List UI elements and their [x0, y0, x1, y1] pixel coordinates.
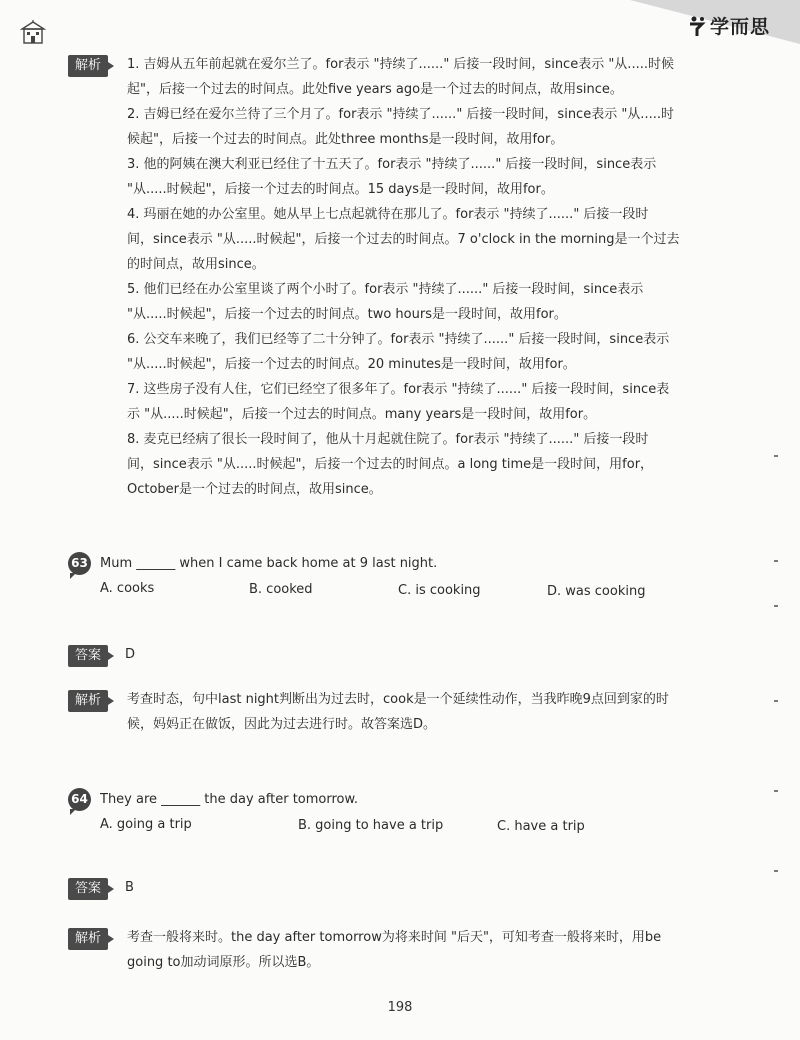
- analysis-line: "从.....时候起"，后接一个过去的时间点。15 days是一段时间，故用for。: [127, 182, 554, 197]
- analysis-line: 示 "从.....时候起"，后接一个过去的时间点。many years是一段时间，故用for。: [127, 407, 597, 422]
- analysis-label: 解析: [68, 928, 108, 950]
- analysis-line: 考查时态，句中last night判断出为过去时，cook是一个延续性动作，当我昨晚9点回到家的时: [127, 692, 669, 707]
- page-number: 198: [387, 1000, 413, 1015]
- edge-mark: [774, 560, 778, 562]
- question-text: Mum ______ when I came back home at 9 last night.: [100, 556, 438, 571]
- edge-mark: [774, 790, 778, 792]
- edge-mark: [774, 870, 778, 872]
- analysis-line: 候，妈妈正在做饭，因此为过去进行时。故答案选D。: [127, 717, 437, 732]
- edge-mark: [774, 700, 778, 702]
- option-b: B. going to have a trip: [298, 818, 444, 833]
- analysis-line: 候起"，后接一个过去的时间点。此处three months是一段时间，故用for。: [127, 132, 564, 147]
- brand-logo: [688, 12, 770, 39]
- analysis-line: 间，since表示 "从.....时候起"，后接一个过去的时间点。a long time是一段时间，用for，: [127, 457, 654, 472]
- option-c: C. is cooking: [398, 583, 481, 598]
- option-d: D. was cooking: [547, 584, 646, 599]
- analysis-line: "从.....时候起"，后接一个过去的时间点。20 minutes是一段时间，故用for。: [127, 357, 576, 372]
- analysis-line: 1. 吉姆从五年前起就在爱尔兰了。for表示 "持续了......" 后接一段时间，since表示 "从.....时候: [127, 57, 674, 72]
- question-analysis-text: [127, 925, 717, 975]
- analysis-label: 解析: [68, 55, 108, 77]
- option-b: B. cooked: [249, 582, 313, 597]
- analysis-line: 的时间点，故用since。: [127, 257, 265, 272]
- analysis-line: 2. 吉姆已经在爱尔兰待了三个月了。for表示 "持续了......" 后接一段时间，since表示 "从.....时: [127, 107, 674, 122]
- question-number-badge: 64: [68, 788, 91, 811]
- analysis-line: 5. 他们已经在办公室里谈了两个小时了。for表示 "持续了......" 后接一段时间，since表示: [127, 282, 644, 297]
- edge-mark: [774, 455, 778, 457]
- analysis-line: 7. 这些房子没有人住，它们已经空了很多年了。for表示 "持续了......" 后接一段时间，since表: [127, 382, 670, 397]
- top-analysis-text: [127, 52, 717, 502]
- edge-mark: [774, 605, 778, 607]
- question-text: They are ______ the day after tomorrow.: [100, 792, 359, 807]
- question-number-badge: 63: [68, 552, 91, 575]
- answer-label: 答案: [68, 645, 108, 667]
- logo-mark-icon: [688, 15, 706, 37]
- analysis-line: 4. 玛丽在她的办公室里。她从早上七点起就待在那儿了。for表示 "持续了......" 后接一段时: [127, 207, 649, 222]
- analysis-line: "从.....时候起"，后接一个过去的时间点。two hours是一段时间，故用for。: [127, 307, 567, 322]
- option-a: A. cooks: [100, 581, 155, 596]
- analysis-line: 起"，后接一个过去的时间点。此处five years ago是一个过去的时间点，故用since。: [127, 82, 623, 97]
- analysis-label: 解析: [68, 690, 108, 712]
- option-c: C. have a trip: [497, 819, 585, 834]
- answer-label: 答案: [68, 878, 108, 900]
- analysis-line: 考查一般将来时。the day after tomorrow为将来时间 "后天"，可知考查一般将来时，用be: [127, 930, 662, 945]
- analysis-line: going to加动词原形。所以选B。: [127, 955, 320, 970]
- question-analysis-text: [127, 687, 717, 737]
- analysis-line: October是一个过去的时间点，故用since。: [127, 482, 382, 497]
- analysis-line: 3. 他的阿姨在澳大利亚已经住了十五天了。for表示 "持续了......" 后接一段时间，since表示: [127, 157, 657, 172]
- logo-text: 学而思: [709, 16, 770, 38]
- analysis-line: 间，since表示 "从.....时候起"，后接一个过去的时间点。7 o'clock in the morning是一个过去: [127, 232, 680, 247]
- option-a: A. going a trip: [100, 817, 192, 832]
- school-building-icon: [20, 20, 46, 46]
- answer-value: B: [125, 880, 134, 895]
- answer-value: D: [125, 647, 136, 662]
- analysis-line: 8. 麦克已经病了很长一段时间了，他从十月起就住院了。for表示 "持续了......" 后接一段时: [127, 432, 649, 447]
- analysis-line: 6. 公交车来晚了，我们已经等了二十分钟了。for表示 "持续了......" 后接一段时间，since表示: [127, 332, 670, 347]
